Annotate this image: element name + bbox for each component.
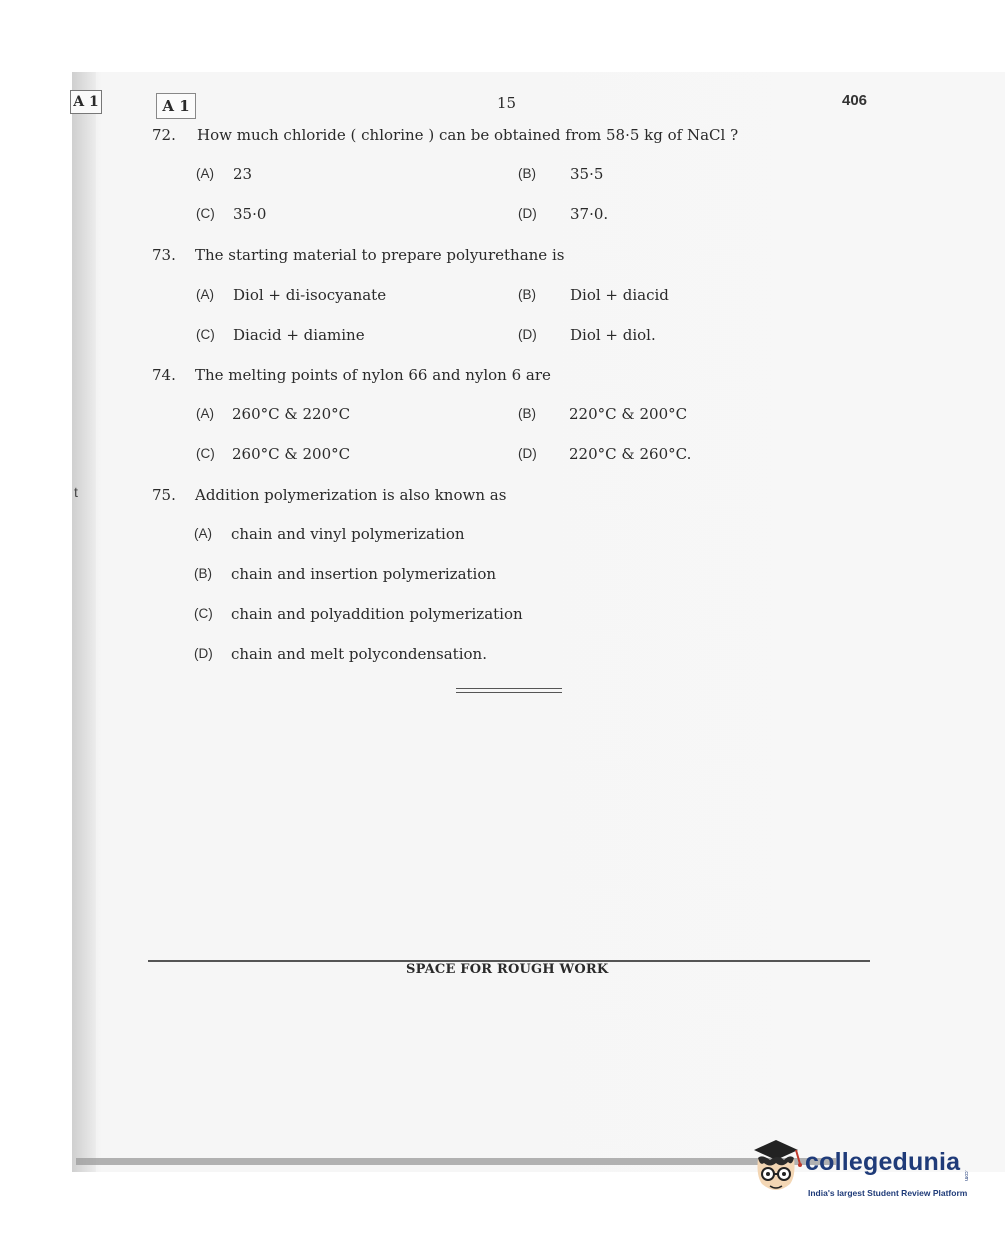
option-text: Diol + di-isocyanate xyxy=(233,286,387,304)
option-label: (D) xyxy=(518,446,537,461)
option-label: (A) xyxy=(194,526,212,541)
option-text: 260°C & 220°C xyxy=(232,405,351,423)
document-number: 406 xyxy=(842,92,868,109)
option-label: (B) xyxy=(194,566,212,581)
question-number: 73. xyxy=(152,246,176,264)
option-text: 35·5 xyxy=(570,165,604,183)
question-text: The starting material to prepare polyurethane is xyxy=(195,246,565,264)
question-text: The melting points of nylon 66 and nylon 6 are xyxy=(195,366,551,384)
option-text: 220°C & 260°C. xyxy=(569,445,692,463)
question-text: How much chloride ( chlorine ) can be obtained from 58·5 kg of NaCl ? xyxy=(197,126,739,144)
collegedunia-mascot-icon xyxy=(748,1136,804,1202)
scanned-page xyxy=(72,72,1005,1172)
option-text: 220°C & 200°C xyxy=(569,405,688,423)
option-label: (B) xyxy=(518,406,536,421)
option-label: (B) xyxy=(518,287,536,302)
option-text: Diol + diacid xyxy=(570,286,669,304)
option-text: chain and insertion polymerization xyxy=(231,565,497,583)
page-number: 15 xyxy=(497,94,517,112)
rough-work-label: SPACE FOR ROUGH WORK xyxy=(406,962,609,977)
option-text: Diol + diol. xyxy=(570,326,656,344)
page-bottom-edge xyxy=(76,1158,836,1165)
end-rule xyxy=(456,692,562,693)
option-text: Diacid + diamine xyxy=(233,326,365,344)
question-number: 75. xyxy=(152,486,176,504)
logo-suffix: .com xyxy=(963,1170,969,1181)
option-label: (D) xyxy=(194,646,213,661)
option-text: 37·0. xyxy=(570,205,609,223)
option-text: chain and vinyl polymerization xyxy=(231,525,465,543)
option-label: (C) xyxy=(194,606,213,621)
page-fold-shadow xyxy=(72,72,96,1172)
margin-mark: t xyxy=(74,484,78,500)
logo-wordmark: collegedunia xyxy=(805,1148,961,1176)
option-label: (C) xyxy=(196,327,215,342)
option-label: (D) xyxy=(518,327,537,342)
option-text: 23 xyxy=(233,165,253,183)
option-text: chain and melt polycondensation. xyxy=(231,645,487,663)
option-label: (C) xyxy=(196,206,215,221)
option-label: (C) xyxy=(196,446,215,461)
option-text: chain and polyaddition polymerization xyxy=(231,605,523,623)
logo-tagline: India's largest Student Review Platform xyxy=(808,1188,968,1198)
end-rule xyxy=(456,688,562,689)
option-label: (A) xyxy=(196,406,214,421)
question-number: 74. xyxy=(152,366,176,384)
option-text: 260°C & 200°C xyxy=(232,445,351,463)
question-text: Addition polymerization is also known as xyxy=(195,486,507,504)
question-number: 72. xyxy=(152,126,176,144)
option-label: (A) xyxy=(196,287,214,302)
option-label: (B) xyxy=(518,166,536,181)
option-text: 35·0 xyxy=(233,205,267,223)
paper-code-box: A 1 xyxy=(156,93,196,119)
option-label: (D) xyxy=(518,206,537,221)
previous-page-code-box: A 1 xyxy=(70,90,102,114)
option-label: (A) xyxy=(196,166,214,181)
